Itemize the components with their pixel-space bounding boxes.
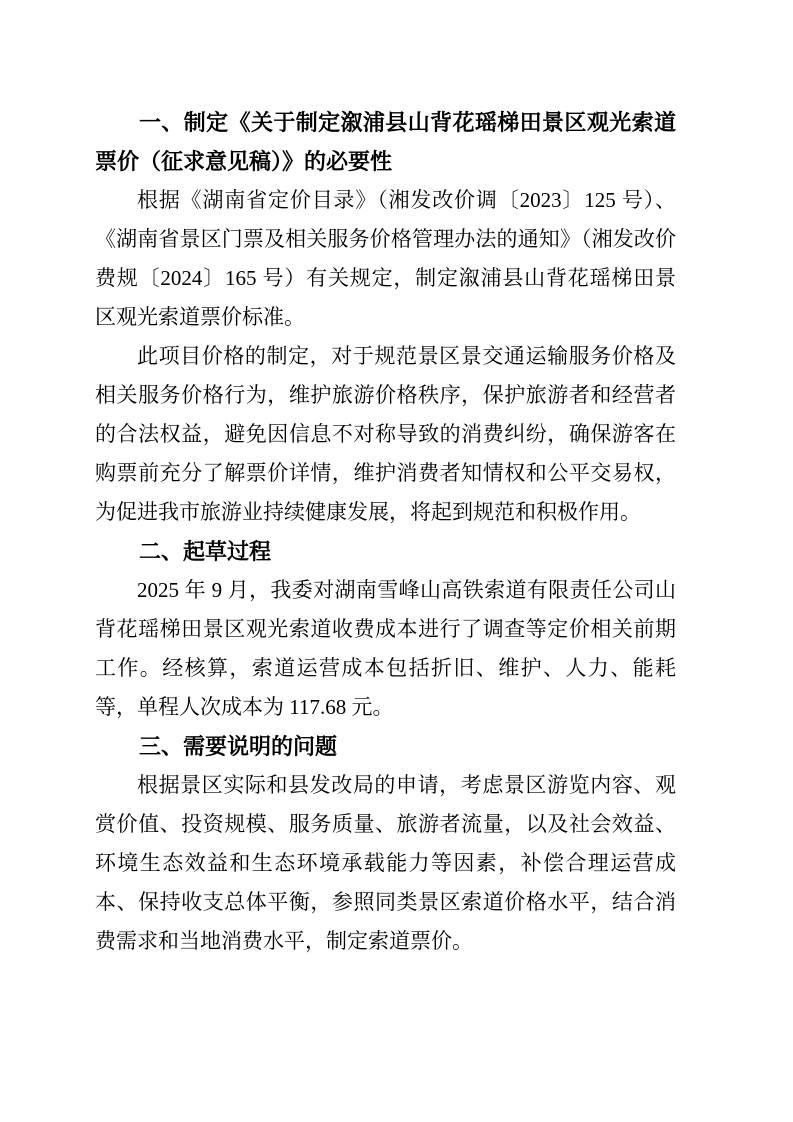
section-2-paragraph-1: 2025 年 9 月，我委对湖南雪峰山高铁索道有限责任公司山背花瑶梯田景区观光索道收费成本进行了调查等定价相关前期工作。经核算，索道运营成本包括折旧、维护、人力、能耗等，单程人次成本为 117.68 元。 xyxy=(95,578,676,719)
section-1-heading: 一、制定《关于制定溆浦县山背花瑶梯田景区观光索道票价（征求意见稿）》的必要性 xyxy=(95,110,676,174)
section-3-heading: 三、需要说明的问题 xyxy=(139,734,338,759)
document-body xyxy=(95,103,676,961)
section-1-paragraph-1: 根据《湖南省定价目录》（湘发改价调〔2023〕125 号）、《湖南省景区门票及相关服务价格管理办法的通知》（湘发改价费规〔2024〕165 号）有关规定，制定溆浦县山背花瑶梯田景区观光索道票价标准。 xyxy=(95,188,676,329)
section-2-heading: 二、起草过程 xyxy=(139,539,272,564)
section-1-paragraph-2: 此项目价格的制定，对于规范景区景交通运输服务价格及相关服务价格行为，维护旅游价格秩序，保护旅游者和经营者的合法权益，避免因信息不对称导致的消费纠纷，确保游客在购票前充分了解票价详情，维护消费者知情权和公平交易权，为促进我市旅游业持续健康发展，将起到规范和积极作用。 xyxy=(95,344,676,524)
section-3-paragraph-1: 根据景区实际和县发改局的申请，考虑景区游览内容、观赏价值、投资规模、服务质量、旅游者流量，以及社会效益、环境生态效益和生态环境承载能力等因素，补偿合理运营成本、保持收支总体平衡，参照同类景区索道价格水平，结合消费需求和当地消费水平，制定索道票价。 xyxy=(95,773,676,953)
